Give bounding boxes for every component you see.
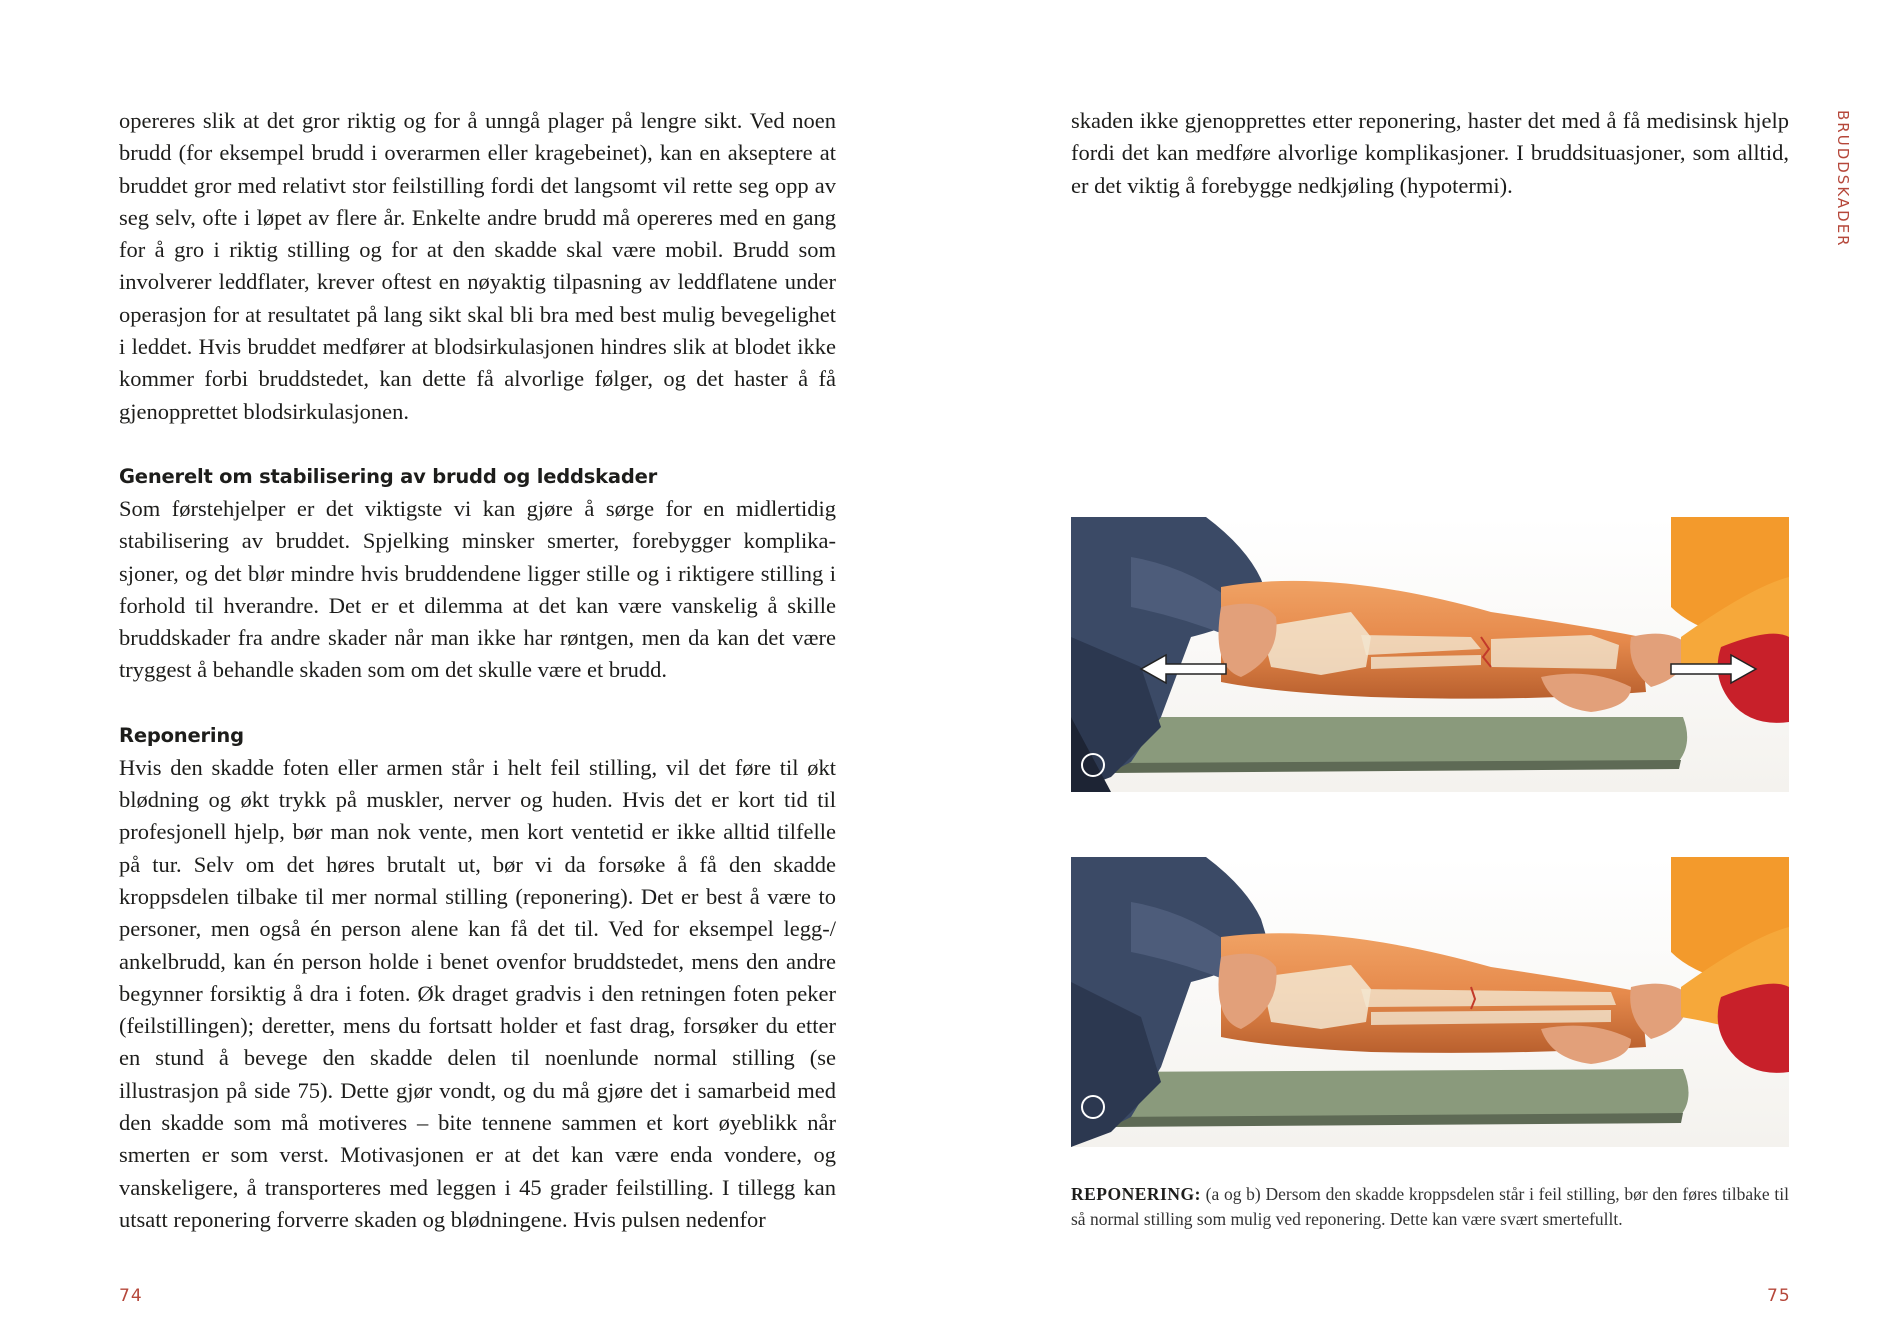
page-number-left: 74: [119, 1286, 143, 1306]
left-paragraph-1: opereres slik at det gror riktig og for å unngå plager på lengre sikt. Ved noen brudd (for eksempel brudd i overarmen eller kragebeinet), kan en akseptere at bruddet gror med relativt stor feilstilling fordi det langsomt vil rette seg opp av seg selv, ofte i løpet av flere år. Enkelte andre brudd må opereres med en gang for å gro i riktig stilling og for at den skadde skal være mobil. Brudd som involverer leddflater, krever oftest en nøyaktig tilpasning av leddflatene under operasjon for at resultatet på lang sikt skal bli bra med best mulig bevegelighet i leddet. Hvis bruddet medfører at blodsirkulasjonen hindres slik at blodet ikke kommer forbi bruddstedet, kan dette få alvorlige følger, og det haster å få gjenopprettet blodsirkulasjonen.: [119, 108, 836, 424]
photo-reponering-b: [1071, 857, 1789, 1147]
section-heading-stabilisering: Generelt om stabilisering av brudd og leddskader: [119, 464, 658, 488]
caption-text: (a og b) Dersom den skadde kroppsdelen står i feil stilling, bør den føres tilbake til så normal stilling som mulig ved reponering. Dette kan være svært smertefullt.: [1071, 1184, 1789, 1229]
realigned-leg-xray-photo: [1071, 857, 1789, 1147]
page-number-right: 75: [1767, 1286, 1791, 1306]
caption-label: REPONERING:: [1071, 1184, 1201, 1204]
section-tab-bruddskader: BRUDDSKADER: [1834, 110, 1852, 248]
traction-arrows-leg-xray-photo: [1071, 517, 1789, 792]
left-paragraph-2: Som førstehjelper er det viktigste vi kan gjøre å sørge for en midlertidig stabilisering av bruddet. Spjelking minsker smerter, forebygger komplikasjoner, og det blør mindre hvis bruddendene ligger stille og i riktigere stilling i forhold til hverandre. Det er et dilemma at det kan være vanskelig å skille bruddskader fra andre skader når man ikke har røntgen, men da kan det være tryggest å behandle skaden som om det skulle være et brudd.: [119, 495, 836, 683]
photo-reponering-a: [1071, 517, 1789, 792]
right-paragraph-1: skaden ikke gjenopprettes etter reponering, haster det med å få medisinsk hjelp fordi det kan medføre alvorlige komplikasjoner. I bruddsituasjoner, som alltid, er det viktig å forebygge nedkjøling (hypotermi).: [1071, 108, 1789, 198]
left-paragraph-3: Hvis den skadde foten eller armen står i helt feil stilling, vil det føre til økt blødning og økt trykk på muskler, nerver og huden. Hvis det er kort tid til profesjonell hjelp, bør man nok vente, men kort ventetid er ikke alltid tilfelle på tur. Selv om det høres brutalt ut, bør vi da forsøke å få den skadde kroppsdelen tilbake til mer normal stilling (reponering). Det er best å være to personer, men også én person alene kan få det til. Ved for eksempel legg-/ ankelbrudd, kan én person holde i benet ovenfor bruddstedet, mens den andre begynner forsiktig å dra i foten. Øk draget gradvis i den retningen foten peker (feilstillingen); deretter, mens du fortsatt holder et fast drag, forsøker du etter en stund å bevege den skadde delen til noenlunde normal stilling (se illustrasjon på side 75). Dette gjør vondt, og du må gjøre det i samarbeid med den skadde som må motiveres – bite tennene sammen et kort øyeblikk når smerten er som verst. Motivasjonen er at det kan være enda vondere, og vanskeligere, å transporteres med leggen i 45 grader feilstilling. I tillegg kan utsatt reponering forverre skaden og blødningene. Hvis pulsen nedenfor: [119, 754, 836, 1232]
section-heading-reponering: Reponering: [119, 723, 244, 747]
right-text-column: [1071, 105, 1789, 202]
figure-caption: [1071, 1182, 1789, 1232]
left-text-column: [119, 105, 836, 1236]
